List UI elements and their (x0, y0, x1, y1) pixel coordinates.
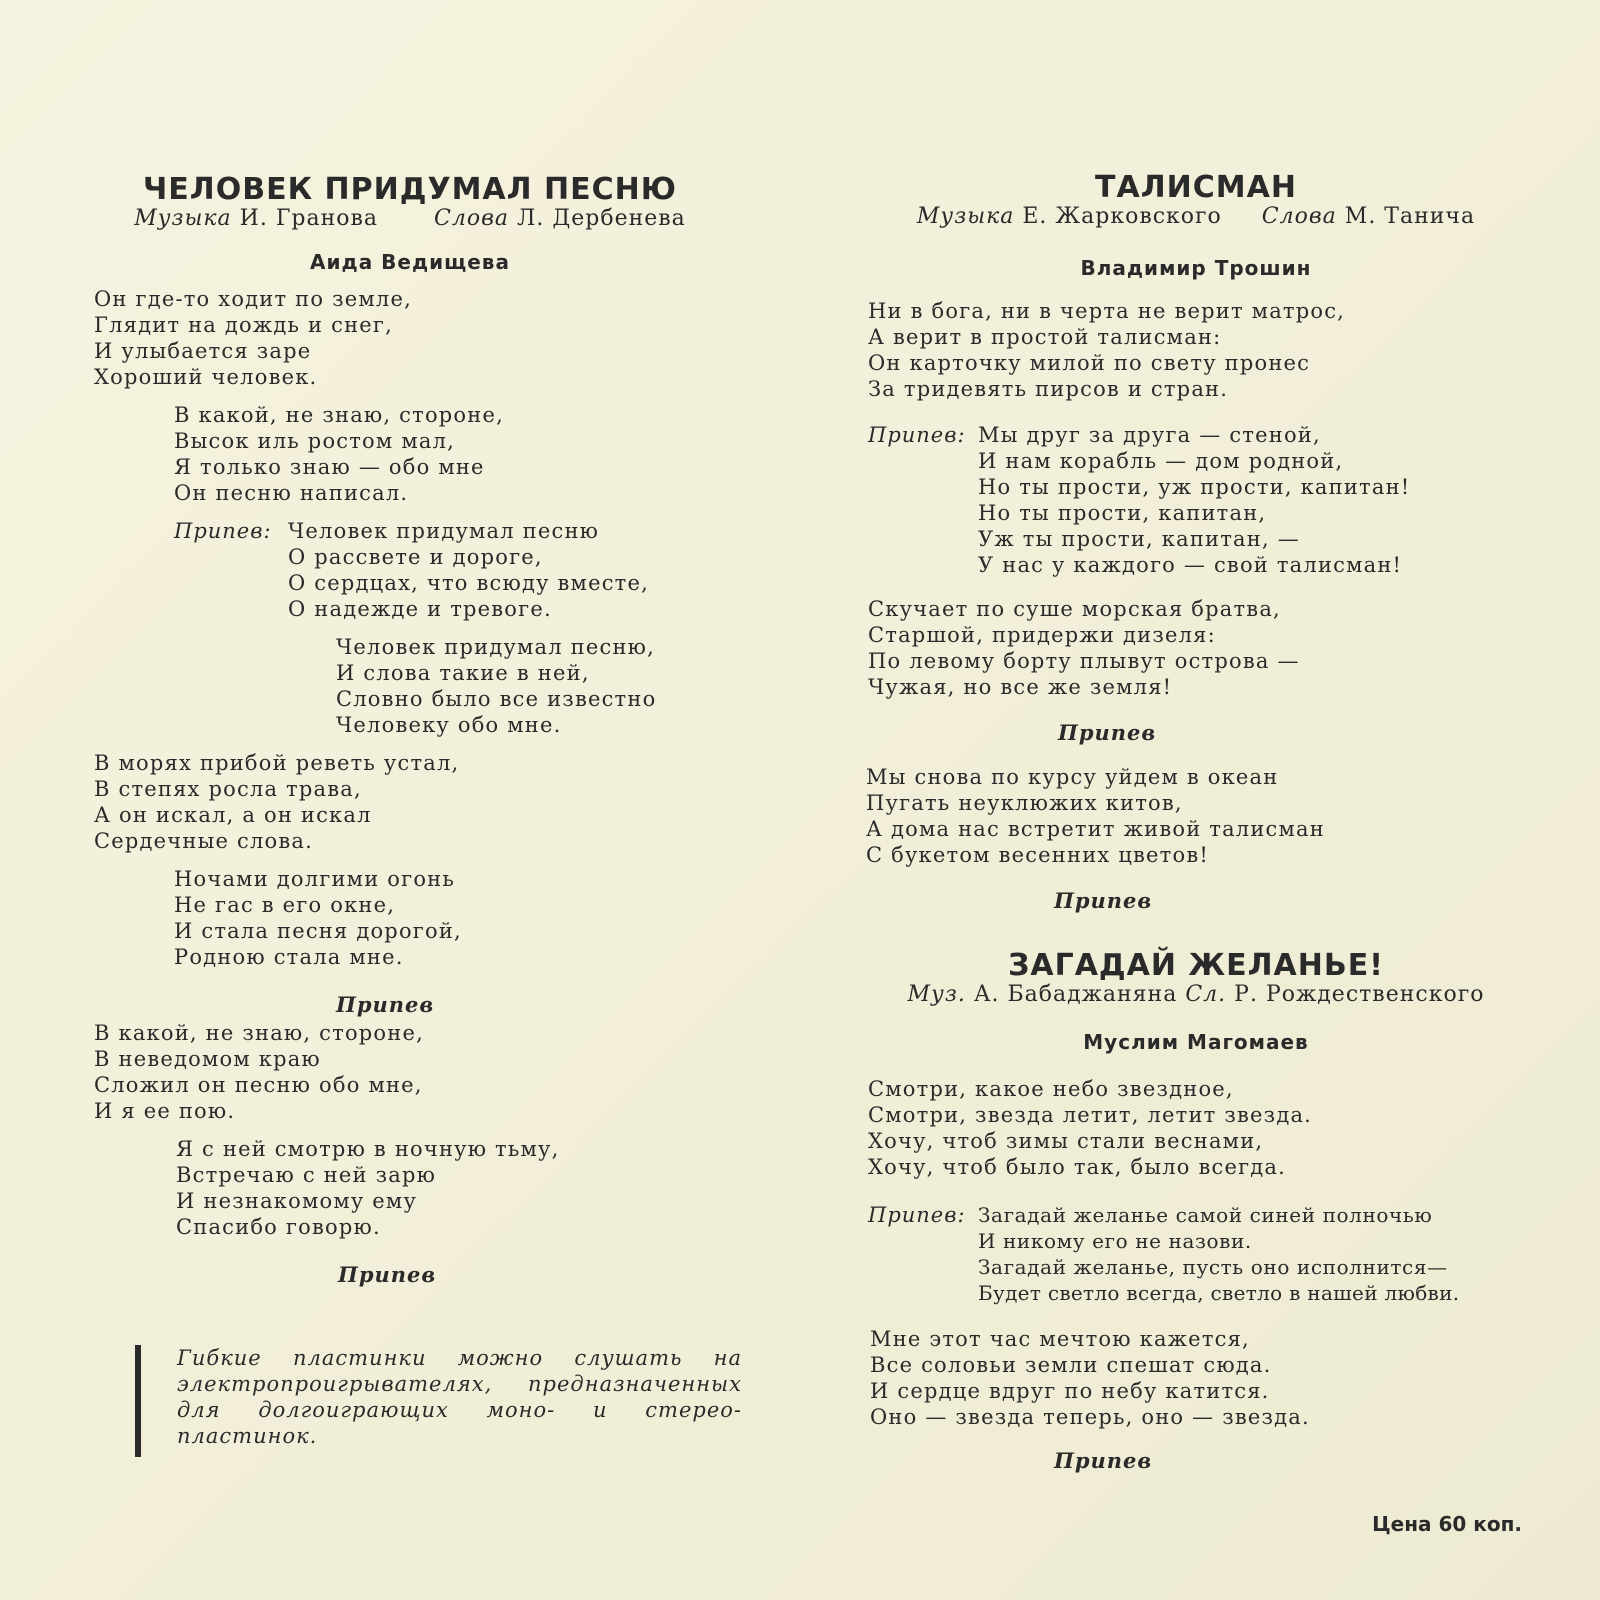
lyric-line: Человеку обо мне. (336, 713, 562, 737)
song3-stanza-2 (870, 1326, 1310, 1430)
song2-words-author: М. Танича (1344, 204, 1476, 229)
lyric-line: Он песню написал. (174, 481, 409, 505)
song2-music-author: Е. Жарковского (1022, 204, 1222, 229)
lyric-line: И сердце вдруг по небу катится. (870, 1379, 1270, 1403)
lyric-line: В неведомом краю (94, 1047, 321, 1071)
song3-credits (866, 982, 1526, 1007)
song3-refrain-marker-1: Припев (1054, 1448, 1153, 1473)
lyric-line: Словно было все известно (336, 687, 657, 711)
lyric-line: Хочу, чтоб зимы стали веснами, (868, 1129, 1264, 1153)
lyric-line: Пугать неуклюжих китов, (866, 791, 1183, 815)
song1-refrain-1 (288, 518, 649, 622)
lyric-line: Он где-то ходит по земле, (94, 287, 412, 311)
lyric-line: За тридевять пирсов и стран. (868, 377, 1229, 401)
lyric-line: Но ты прости, капитан, (978, 501, 1267, 525)
lyric-line: С букетом весенних цветов! (866, 843, 1209, 867)
song2-music-label: Музыка (916, 204, 1015, 229)
lyric-line: В какой, не знаю, стороне, (174, 403, 504, 427)
song2-credits (866, 204, 1526, 229)
song2-refrain-label: Припев: (868, 423, 966, 447)
lyric-line: А верит в простой талисман: (868, 325, 1222, 349)
lyric-line: О надежде и тревоге. (288, 597, 552, 621)
song1-stanza-5 (94, 1020, 424, 1124)
song2-stanza-2 (868, 596, 1300, 700)
song1-refrain-marker-1: Припев (336, 992, 435, 1017)
lyric-line: Мы друг за друга — стеной, (978, 423, 1321, 447)
lyric-line: Мы снова по курсу уйдем в океан (866, 765, 1279, 789)
lyric-line: Все соловьи земли спешат сюда. (870, 1353, 1272, 1377)
lyric-line: Встречаю с ней зарю (176, 1163, 437, 1187)
song3-stanza-1 (868, 1076, 1312, 1180)
lyric-line: И стала песня дорогой, (174, 919, 462, 943)
song1-words-label: Слова (433, 206, 509, 231)
song2-words-label: Слова (1261, 204, 1337, 229)
lyric-line: Но ты прости, уж прости, капитан! (978, 475, 1411, 499)
lyric-line: А он искал, а он искал (94, 803, 372, 827)
lyric-line: Старшой, придержи дизеля: (868, 623, 1216, 647)
song3-refrain-label: Припев: (868, 1203, 966, 1227)
song3-refrain (978, 1202, 1459, 1306)
lyric-line: Смотри, какое небо звездное, (868, 1077, 1234, 1101)
lyric-line: В какой, не знаю, стороне, (94, 1021, 424, 1045)
song1-refrain-2 (336, 634, 656, 738)
song2-refrain-marker-1: Припев (1058, 720, 1157, 745)
song2-stanza-1 (868, 298, 1345, 402)
lyric-line: И никому его не назови. (978, 1229, 1252, 1253)
song1-refrain-label: Припев: (174, 519, 272, 543)
lyric-line: Хороший человек. (94, 365, 318, 389)
lyric-line: И улыбается заре (94, 339, 312, 363)
lyric-line: И нам корабль — дом родной, (978, 449, 1344, 473)
lyric-line: Хочу, чтоб было так, было всегда. (868, 1155, 1287, 1179)
lyric-line: Будет светло всегда, светло в нашей любви. (978, 1281, 1460, 1305)
lyric-line: Мне этот час мечтою кажется, (870, 1327, 1250, 1351)
lyric-line: Смотри, звезда летит, летит звезда. (868, 1103, 1313, 1127)
lyric-line: Не гас в его окне, (174, 893, 396, 917)
note-side-bar (135, 1345, 141, 1457)
song3-title: ЗАГАДАЙ ЖЕЛАНЬЕ! (1008, 948, 1384, 983)
lyric-line: И незнакомому ему (176, 1189, 418, 1213)
song3-music-author: А. Бабаджаняна (973, 982, 1178, 1007)
song2-performer: Владимир Трошин (1080, 256, 1312, 280)
lyric-line: О рассвете и дороге, (288, 545, 543, 569)
song1-performer: Аида Ведищева (310, 250, 510, 274)
song1-credits (90, 206, 730, 231)
lyric-line: Сердечные слова. (94, 829, 313, 853)
song1-music-author: И. Гранова (239, 206, 379, 231)
song2-refrain (978, 422, 1410, 578)
song2-title: ТАЛИСМАН (1095, 170, 1297, 205)
lyric-line: У нас у каждого — свой талисман! (978, 553, 1403, 577)
song1-stanza-6 (176, 1136, 559, 1240)
song3-words-author: Р. Рождественского (1234, 982, 1485, 1007)
lyric-line: Скучает по суше морская братва, (868, 597, 1281, 621)
lyric-line: Человек придумал песню (288, 519, 600, 543)
song1-music-label: Музыка (134, 206, 232, 231)
lyric-line: Человек придумал песню, (336, 635, 656, 659)
lyric-line: И слова такие в ней, (336, 661, 590, 685)
lyric-line: Я только знаю — обо мне (174, 455, 485, 479)
note-text: Гибкие пластинки можно слушать на электропроигрывателях, предназначенных для долгоиграющих моно- и стерео-пластинок. (177, 1346, 742, 1448)
song1-stanza-3 (94, 750, 459, 854)
lyric-line: По левому борту плывут острова — (868, 649, 1300, 673)
lyric-line: Ночами долгими огонь (174, 867, 456, 891)
lyric-line: Уж ты прости, капитан, — (978, 527, 1300, 551)
lyric-line: Родною стала мне. (174, 945, 404, 969)
lyric-line: Чужая, но все же земля! (868, 675, 1173, 699)
lyric-line: Оно — звезда теперь, оно — звезда. (870, 1405, 1310, 1429)
song1-words-author: Л. Дербенева (517, 206, 686, 231)
lyric-line: Ни в бога, ни в черта не верит матрос, (868, 299, 1346, 323)
lyric-line: О сердцах, что всюду вместе, (288, 571, 649, 595)
lyric-line: В степях росла трава, (94, 777, 362, 801)
song1-stanza-2 (174, 402, 504, 506)
song3-performer: Муслим Магомаев (1083, 1030, 1309, 1054)
lyric-line: В морях прибой реветь устал, (94, 751, 460, 775)
song1-stanza-4 (174, 866, 462, 970)
lyric-line: Загадай желанье самой синей полночью (978, 1203, 1433, 1227)
lyric-line: Сложил он песню обо мне, (94, 1073, 423, 1097)
lyric-line: Загадай желанье, пусть оно исполнится— (978, 1255, 1448, 1279)
song1-stanza-1 (94, 286, 412, 390)
price-label: Цена 60 коп. (1372, 1512, 1522, 1536)
lyric-line: Глядит на дождь и снег, (94, 313, 393, 337)
lyric-line: А дома нас встретит живой талисман (866, 817, 1325, 841)
lyric-line: Он карточку милой по свету пронес (868, 351, 1311, 375)
lyric-line: Высок иль ростом мал, (174, 429, 455, 453)
song1-refrain-marker-2: Припев (338, 1262, 437, 1287)
lyric-line: И я ее пою. (94, 1099, 236, 1123)
song3-music-label: Муз. (907, 982, 966, 1007)
song3-words-label: Сл. (1185, 982, 1227, 1007)
song2-stanza-3 (866, 764, 1325, 868)
lyric-line: Спасибо говорю. (176, 1215, 381, 1239)
song2-refrain-marker-2: Припев (1054, 888, 1153, 913)
lyric-line: Я с ней смотрю в ночную тьму, (176, 1137, 560, 1161)
song1-title: ЧЕЛОВЕК ПРИДУМАЛ ПЕСНЮ (143, 172, 677, 207)
